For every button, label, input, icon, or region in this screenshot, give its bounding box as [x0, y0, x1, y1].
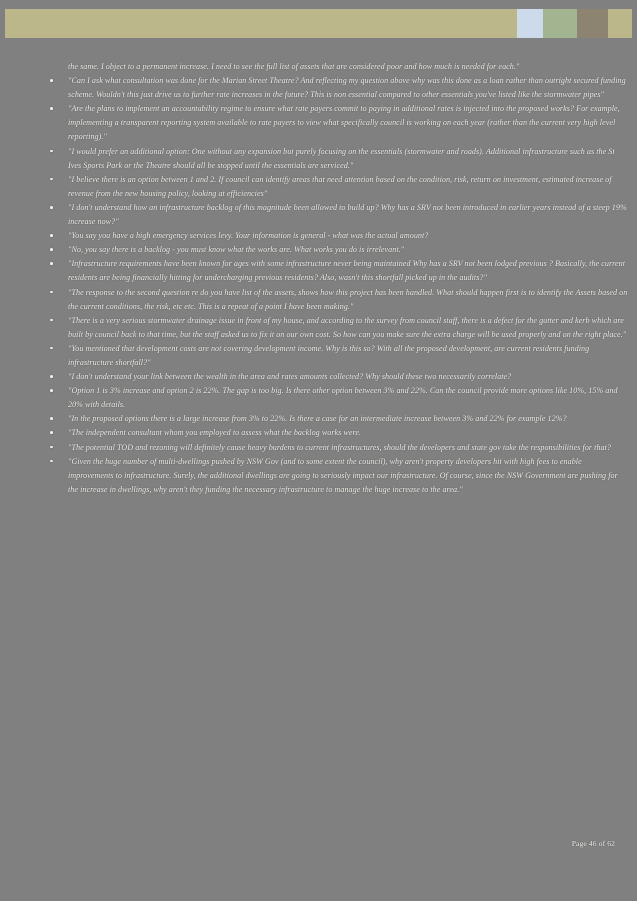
- bullet-dot-icon: [50, 319, 53, 322]
- list-item: [0, 243, 637, 257]
- list-item: [0, 102, 637, 144]
- bullet-dot-icon: [50, 375, 53, 378]
- list-item-text: "Infrastructure requirements have been known for ages with some infrastructure never being maintained Why has a SRV not been lodged previous ? Basically, the current residents are being financially hitting for undercharging previous residents? Also, wasn't this shortfall picked up in the audits?": [68, 259, 626, 283]
- list-item: [0, 412, 637, 426]
- band-swatch-tail: [608, 9, 632, 38]
- list-item: [0, 455, 637, 497]
- list-item: [0, 441, 637, 455]
- bullet-dot-icon: [50, 291, 53, 294]
- list-item-text: "I don't understand how an infrastructure backlog of this magnitude been allowed to build up? Why has a SRV not been introduced in earlier years instead of a steep 19% increase now?": [68, 202, 627, 227]
- list-item-text: "Can I ask what consultation was done for the Marian Street Theatre? And reflecting my question above why was this done as a loan rather than outright secured funding scheme. Wouldn't this just drive us to further rate increases in the future? This is non essential compared to other essentials you've listed like the stormwater pipes": [68, 76, 626, 100]
- bullet-dot-icon: [50, 206, 53, 209]
- page-body: [0, 60, 637, 830]
- bullet-dot-icon: [50, 446, 53, 449]
- bullet-dot-icon: [50, 431, 53, 434]
- bullet-dot-icon: [50, 178, 53, 181]
- list-item: [0, 257, 637, 285]
- bullet-dot-icon: [50, 234, 53, 237]
- list-item: [0, 426, 637, 440]
- bullet-dot-icon: [50, 262, 53, 265]
- list-item-text: "No, you say there is a backlog - you must know what the works are. What works you do is irrelevant.": [68, 245, 405, 255]
- list-item-text: "You say you have a high emergency services levy. Your information is general - what was the actual amount?: [68, 231, 429, 241]
- band-swatch-green: [543, 9, 577, 38]
- bullet-dot-icon: [50, 417, 53, 420]
- lead-paragraph: the same. I object to a permanent increase. I need to see the full list of assets that are considered poor and how much is needed for each.": [68, 62, 520, 71]
- bullet-dot-icon: [50, 248, 53, 251]
- page-footer: [0, 833, 637, 851]
- bullet-dot-icon: [50, 347, 53, 350]
- list-item-text: "Option 1 is 3% increase and option 2 is 22%. The gap is too big. Is there other option between 3% and 22%. Can the council provide more options like 10%, 15% and 20% with details.: [68, 386, 618, 410]
- list-item-text: "Are the plans to implement an accountability regime to ensure what rate payers commit to paying in additional rates is injected into the proposed works? For example, implementing a transparent reporting system available to rate payers to view what specifically council is working on each year (rather than the current very high level reporting).": [68, 104, 620, 142]
- list-item-text: "Given the huge number of multi-dwellings pushed by NSW Gov (and to some extent the council), why aren't property developers hit with high fees to enable improvements to infrastructure. Surely, the additional dwellings are going to seriously impact our infrastructure. Of course, since the NSW Government are pushing for the increase in dwellings, why aren't they funding the necessary infrastructure to manage the huge increase to the area.": [68, 456, 618, 494]
- band-base-fill: [5, 9, 517, 38]
- list-item-text: "The potential TOD and rezoning will definitely cause heavy burdens to current infrastructures, should the developers and state gov take the responsibilities for that?: [68, 442, 612, 452]
- band-swatch-taupe: [577, 9, 608, 38]
- list-item: [0, 370, 637, 384]
- page-number-label: Page 46 of 62: [571, 839, 615, 848]
- feedback-comment-list: [0, 74, 637, 497]
- list-item: [0, 173, 637, 201]
- list-item-text: "I believe there is an option between 1 and 2. If council can identify areas that need attention based on the condition, risk, return on investment, estimated increase of revenue from the new housing policy, looking at efficiencies": [68, 174, 612, 198]
- list-item: [0, 314, 637, 342]
- list-item-text: "There is a very serious stormwater drainage issue in front of my house, and according to the survey from council staff, there is a defect for the gutter and kerb which are built by council back to that time, but the staff asked us to fix it on our own cost. So how can you make sure the extra charge will be used properly and on the right place.": [68, 315, 627, 339]
- bullet-dot-icon: [50, 389, 53, 392]
- list-item: [0, 229, 637, 243]
- band-swatch-blue: [517, 9, 543, 38]
- bullet-dot-icon: [50, 150, 53, 153]
- list-item: [0, 384, 637, 412]
- header-decorative-band: [5, 9, 632, 38]
- list-item: [0, 201, 637, 229]
- list-item-text: "The independent consultant whom you employed to assess what the backlog works were.: [68, 428, 362, 438]
- list-item-text: "In the proposed options there is a large increase from 3% to 22%. Is there a case for an intermediate increase between 3% and 22% for example 12%?: [68, 414, 567, 424]
- list-item-text: "I don't understand your link between the wealth in the area and rates amounts collected? Why should these two necessarily correlate?: [68, 372, 512, 382]
- bullet-dot-icon: [50, 460, 53, 463]
- list-item-text: "I would prefer an additional option: One without any expansion but purely focusing on the essentials (stormwater and roads). Additional infrastructure such as the St Ives Sports Park or the Theatre should all be stopped until the essentials are serviced.": [68, 146, 615, 170]
- list-item: [0, 145, 637, 173]
- list-item-text: "You mentioned that development costs are not covering development income. Why is this so? With all the proposed development, are current residents funding infrastructure shortfall?": [68, 343, 590, 367]
- list-item-text: "The response to the second question re do you have list of the assets, shows how this project has been handled. What should happen first is to identify the Assets based on the current conditions, the risk, etc etc. This is a repeat of a point I have been making.": [68, 287, 628, 311]
- bullet-dot-icon: [50, 79, 53, 82]
- list-item: [0, 74, 637, 102]
- list-item: [0, 342, 637, 370]
- bullet-dot-icon: [50, 107, 53, 110]
- list-item: [0, 286, 637, 314]
